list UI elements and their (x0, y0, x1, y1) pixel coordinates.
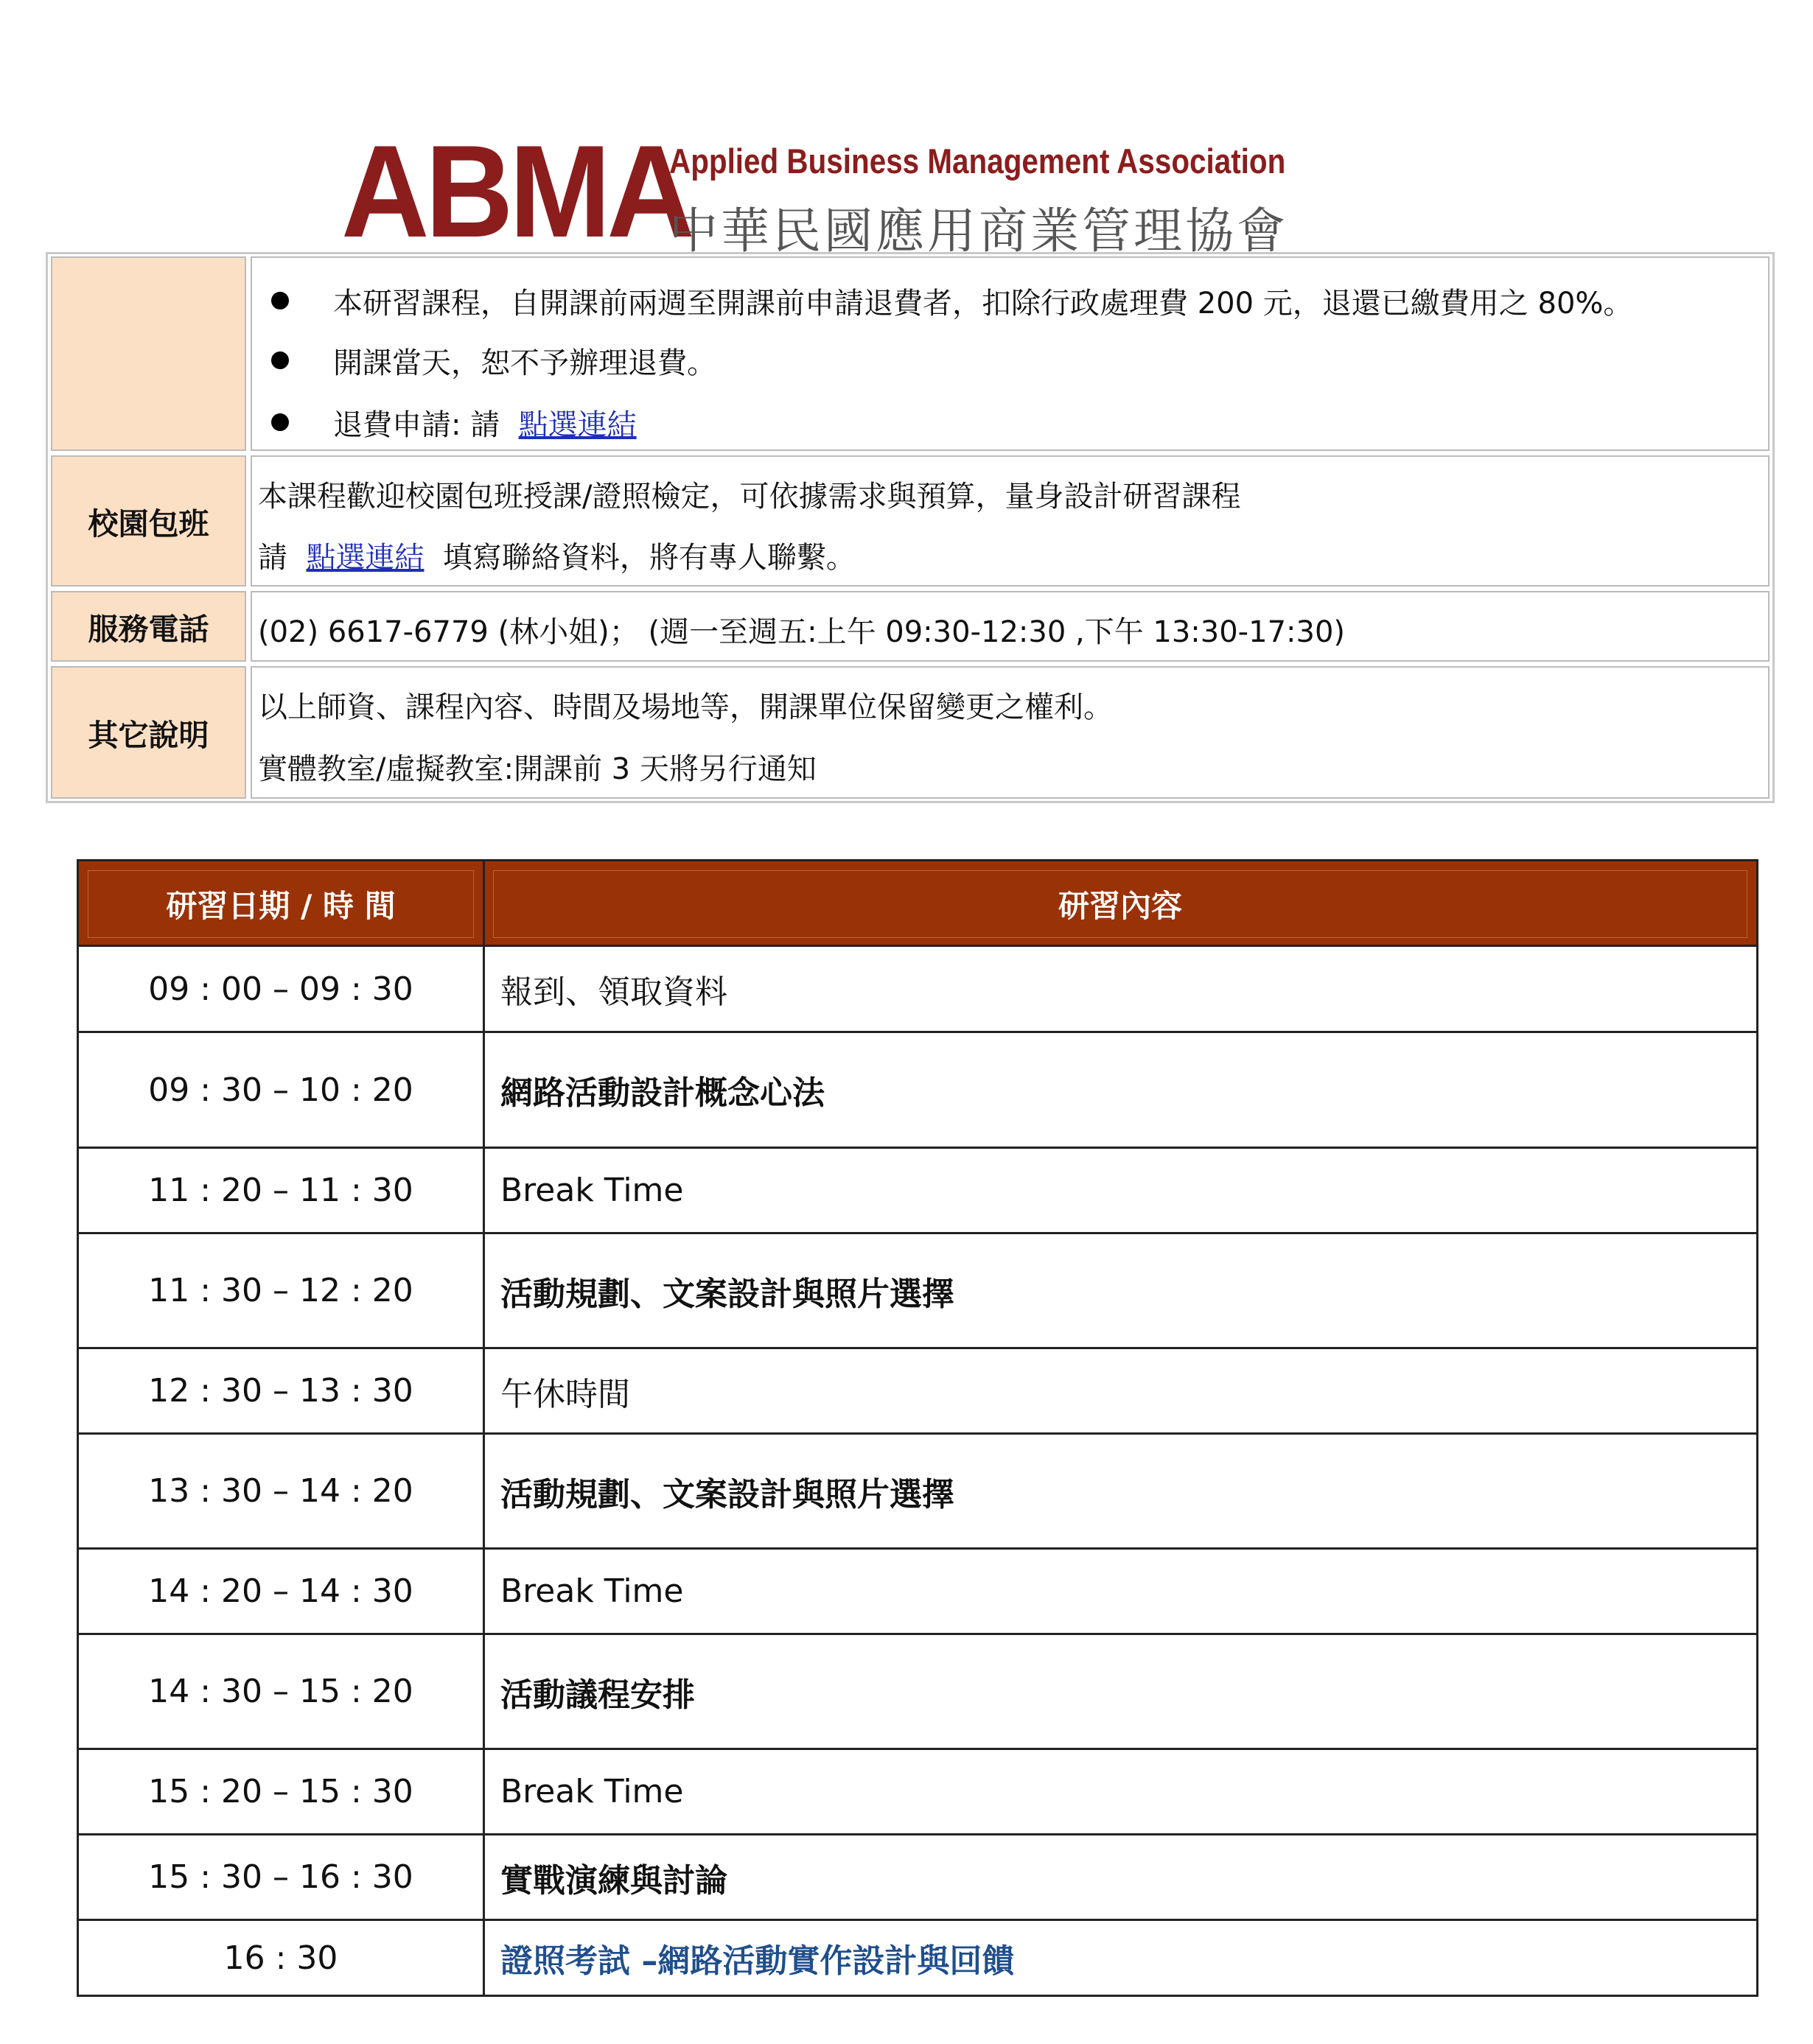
schedule-row (79, 1633, 1756, 1748)
row-content: Break Time (500, 1572, 684, 1610)
campus-line-1: 本課程歡迎校園包班授課/證照檢定，可依據需求與預算，量身設計研習課程 (258, 480, 1241, 514)
row-time: 12 : 30 – 13 : 30 (148, 1372, 413, 1410)
row-content: 活動規劃、文案設計與照片選擇 (500, 1275, 954, 1313)
campus-line-2 (258, 534, 856, 576)
row-time: 16 : 30 (223, 1939, 338, 1977)
refund-apply-link[interactable]: 點選連結 (518, 408, 637, 442)
refund-item-1: 本研習課程，自開課前兩週至開課前申請退費者，扣除行政處理費 200 元，退還已繳費用之 80%。 (333, 287, 1633, 321)
header-content: 研習內容 (493, 870, 1747, 938)
phone-label: 服務電話 (51, 591, 246, 662)
phone-text: (02) 6617-6779 (林小姐)； (週一至週五:上午 09:30-12:30 ,下午 13:30-17:30) (258, 615, 1345, 649)
row-content: 活動議程安排 (500, 1676, 695, 1714)
row-content: 實戰演練與討論 (500, 1861, 727, 1900)
header-time: 研習日期 / 時 間 (88, 870, 474, 938)
row-content: 報到、領取資料 (500, 973, 727, 1011)
campus-line-2-prefix: 請 (258, 541, 287, 575)
row-time: 09 : 00 – 09 : 30 (148, 970, 413, 1008)
logo-chinese-name: 中華民國應用商業管理協會 (669, 203, 1288, 259)
row-content: 午休時間 (500, 1375, 630, 1413)
other-line-2: 實體教室/虛擬教室:開課前 3 天將另行通知 (258, 752, 817, 786)
other-content (251, 666, 1770, 799)
abma-logo (341, 118, 1373, 265)
schedule-header (79, 861, 1756, 947)
schedule-table (77, 859, 1758, 1997)
other-label: 其它說明 (51, 666, 246, 799)
row-content: Break Time (500, 1172, 684, 1209)
schedule-row (79, 1031, 1756, 1147)
row-time: 11 : 30 – 12 : 20 (148, 1272, 413, 1309)
logo-mark: ABMA (341, 118, 691, 265)
campus-label: 校園包班 (51, 455, 246, 587)
row-content: 網路活動設計概念心法 (500, 1074, 825, 1112)
refund-row (51, 256, 1770, 451)
schedule-row (79, 1347, 1756, 1432)
bullet-icon (271, 413, 289, 431)
phone-content (251, 591, 1770, 662)
row-content: 活動規劃、文案設計與照片選擇 (500, 1475, 954, 1513)
other-row (51, 666, 1770, 799)
refund-apply-prefix: 退費申請: 請 (333, 408, 500, 442)
refund-content (251, 256, 1770, 451)
other-line-1: 以上師資、課程內容、時間及場地等，開課單位保留變更之權利。 (258, 690, 1113, 724)
campus-row (51, 455, 1770, 587)
refund-label (51, 256, 246, 451)
schedule-row (79, 1432, 1756, 1547)
refund-item-2: 開課當天，恕不予辦理退費。 (333, 346, 716, 380)
schedule-row (79, 945, 1756, 1031)
schedule-row (79, 1547, 1756, 1633)
row-time: 09 : 30 – 10 : 20 (148, 1071, 413, 1109)
column-divider (483, 861, 485, 1995)
row-content: 證照考試 –網路活動實作設計與回饋 (500, 1942, 1015, 1980)
campus-content (251, 455, 1770, 587)
campus-line-2-suffix: 填寫聯絡資料，將有專人聯繫。 (442, 541, 856, 575)
schedule-row (79, 1833, 1756, 1919)
row-time: 13 : 30 – 14 : 20 (148, 1472, 413, 1510)
info-table (46, 252, 1775, 803)
row-time: 15 : 20 – 15 : 30 (148, 1773, 413, 1810)
schedule-row (79, 1919, 1756, 1995)
row-time: 14 : 30 – 15 : 20 (148, 1673, 413, 1710)
logo-english-name: Applied Business Management Association (669, 141, 1286, 181)
bullet-icon (271, 351, 289, 369)
schedule-row (79, 1147, 1756, 1232)
row-time: 11 : 20 – 11 : 30 (148, 1172, 413, 1209)
phone-row (51, 591, 1770, 662)
refund-apply-line (333, 402, 637, 444)
campus-contact-link[interactable]: 點選連結 (306, 541, 425, 575)
schedule-row (79, 1748, 1756, 1833)
schedule-row (79, 1232, 1756, 1347)
row-time: 15 : 30 – 16 : 30 (148, 1858, 413, 1896)
row-content: Break Time (500, 1773, 684, 1810)
row-time: 14 : 20 – 14 : 30 (148, 1572, 413, 1610)
bullet-icon (271, 292, 289, 309)
